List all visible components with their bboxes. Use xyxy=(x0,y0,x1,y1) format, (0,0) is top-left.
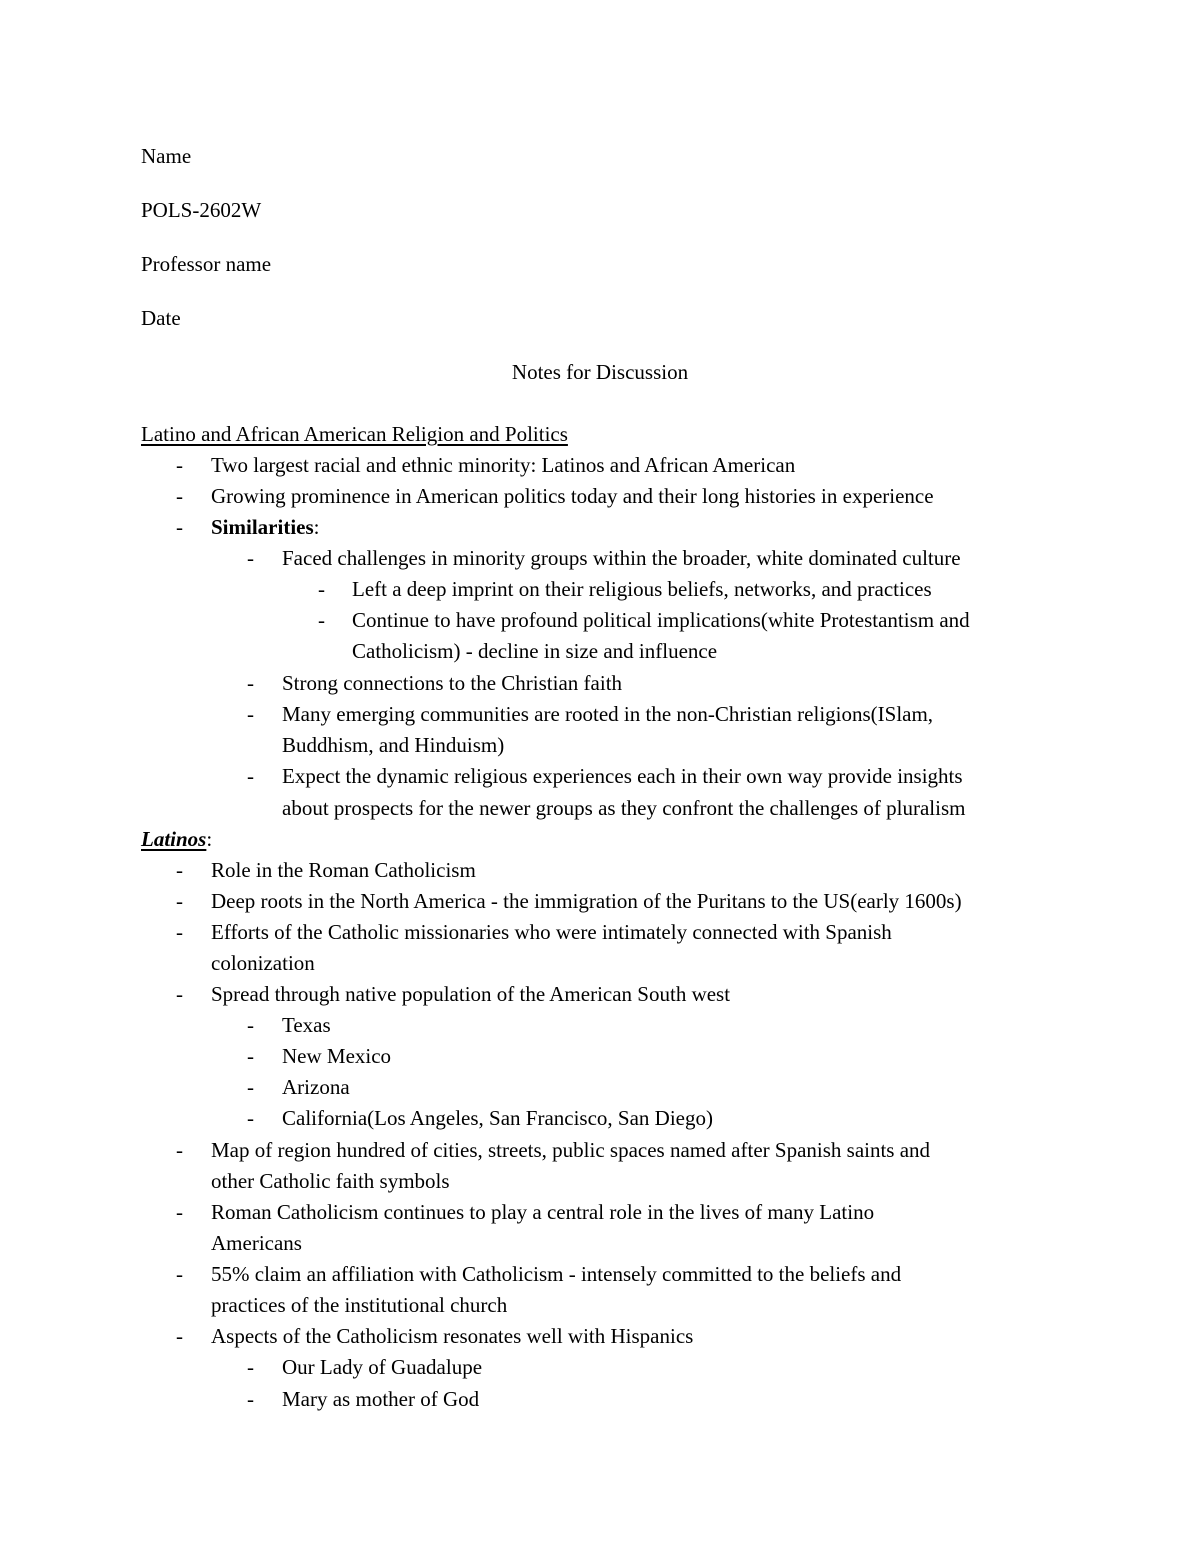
bullet-dash: - xyxy=(176,889,183,913)
bullet-dash: - xyxy=(318,577,325,601)
list-item: New Mexico xyxy=(282,1044,392,1068)
bullet-dash: - xyxy=(247,1387,254,1411)
bullet-dash: - xyxy=(247,671,254,695)
list-item: Our Lady of Guadalupe xyxy=(282,1355,483,1379)
bullet-dash: - xyxy=(176,1324,183,1348)
list-item-continuation: colonization xyxy=(211,951,315,975)
similarities-label: Similarities xyxy=(211,515,314,539)
bullet-dash: - xyxy=(176,982,183,1006)
similarities-item xyxy=(211,517,320,538)
bullet-dash: - xyxy=(247,1075,254,1099)
date: Date xyxy=(141,306,181,330)
list-item: Roman Catholicism continues to play a central role in the lives of many Latino xyxy=(211,1200,875,1224)
list-item: Texas xyxy=(282,1013,331,1037)
bullet-dash: - xyxy=(176,484,183,508)
list-item: Faced challenges in minority groups within the broader, white dominated culture xyxy=(282,546,961,570)
bullet-dash: - xyxy=(176,1138,183,1162)
list-item: California(Los Angeles, San Francisco, San Diego) xyxy=(282,1106,713,1130)
list-item-continuation: Catholicism) - decline in size and influence xyxy=(352,639,718,663)
list-item-continuation: Buddhism, and Hinduism) xyxy=(282,733,505,757)
list-item-continuation: about prospects for the newer groups as they confront the challenges of pluralism xyxy=(282,796,966,820)
bullet-dash: - xyxy=(176,920,183,944)
professor-name: Professor name xyxy=(141,252,272,276)
list-item: Arizona xyxy=(282,1075,350,1099)
student-name: Name xyxy=(141,144,192,168)
bullet-dash: - xyxy=(176,453,183,477)
list-item: Deep roots in the North America - the immigration of the Puritans to the US(early 1600s) xyxy=(211,889,962,913)
list-item: Aspects of the Catholicism resonates well with Hispanics xyxy=(211,1324,694,1348)
bullet-dash: - xyxy=(318,608,325,632)
bullet-dash: - xyxy=(247,764,254,788)
list-item: Role in the Roman Catholicism xyxy=(211,858,476,882)
bullet-dash: - xyxy=(247,546,254,570)
bullet-dash: - xyxy=(247,1013,254,1037)
list-item: Map of region hundred of cities, streets, public spaces named after Spanish saints and xyxy=(211,1138,931,1162)
list-item: Left a deep imprint on their religious beliefs, networks, and practices xyxy=(352,577,932,601)
bullet-dash: - xyxy=(247,1106,254,1130)
list-item: 55% claim an affiliation with Catholicism - intensely committed to the beliefs and xyxy=(211,1262,902,1286)
list-item: Mary as mother of God xyxy=(282,1387,480,1411)
course-code: POLS-2602W xyxy=(141,198,262,222)
list-item: Two largest racial and ethnic minority: Latinos and African American xyxy=(211,453,796,477)
latinos-label: Latinos xyxy=(141,827,207,851)
list-item: Expect the dynamic religious experiences each in their own way provide insights xyxy=(282,764,963,788)
latinos-colon: : xyxy=(206,827,213,851)
list-item: Many emerging communities are rooted in the non-Christian religions(ISlam, xyxy=(282,702,934,726)
list-item: Growing prominence in American politics today and their long histories in experience xyxy=(211,484,934,508)
bullet-dash: - xyxy=(176,1262,183,1286)
document-title: Notes for Discussion xyxy=(511,360,689,384)
similarities-colon: : xyxy=(313,515,320,539)
bullet-dash: - xyxy=(176,1200,183,1224)
section-heading-religion-politics: Latino and African American Religion and Politics xyxy=(141,422,568,446)
list-item-continuation: other Catholic faith symbols xyxy=(211,1169,450,1193)
bullet-dash: - xyxy=(247,1355,254,1379)
list-item: Spread through native population of the American South west xyxy=(211,982,731,1006)
bullet-dash: - xyxy=(176,515,183,539)
list-item: Strong connections to the Christian faith xyxy=(282,671,623,695)
list-item-continuation: Americans xyxy=(211,1231,302,1255)
list-item: Efforts of the Catholic missionaries who were intimately connected with Spanish xyxy=(211,920,892,944)
section-heading-latinos xyxy=(141,829,212,850)
bullet-dash: - xyxy=(176,858,183,882)
list-item-continuation: practices of the institutional church xyxy=(211,1293,508,1317)
list-item: Continue to have profound political implications(white Protestantism and xyxy=(352,608,970,632)
bullet-dash: - xyxy=(247,1044,254,1068)
bullet-dash: - xyxy=(247,702,254,726)
